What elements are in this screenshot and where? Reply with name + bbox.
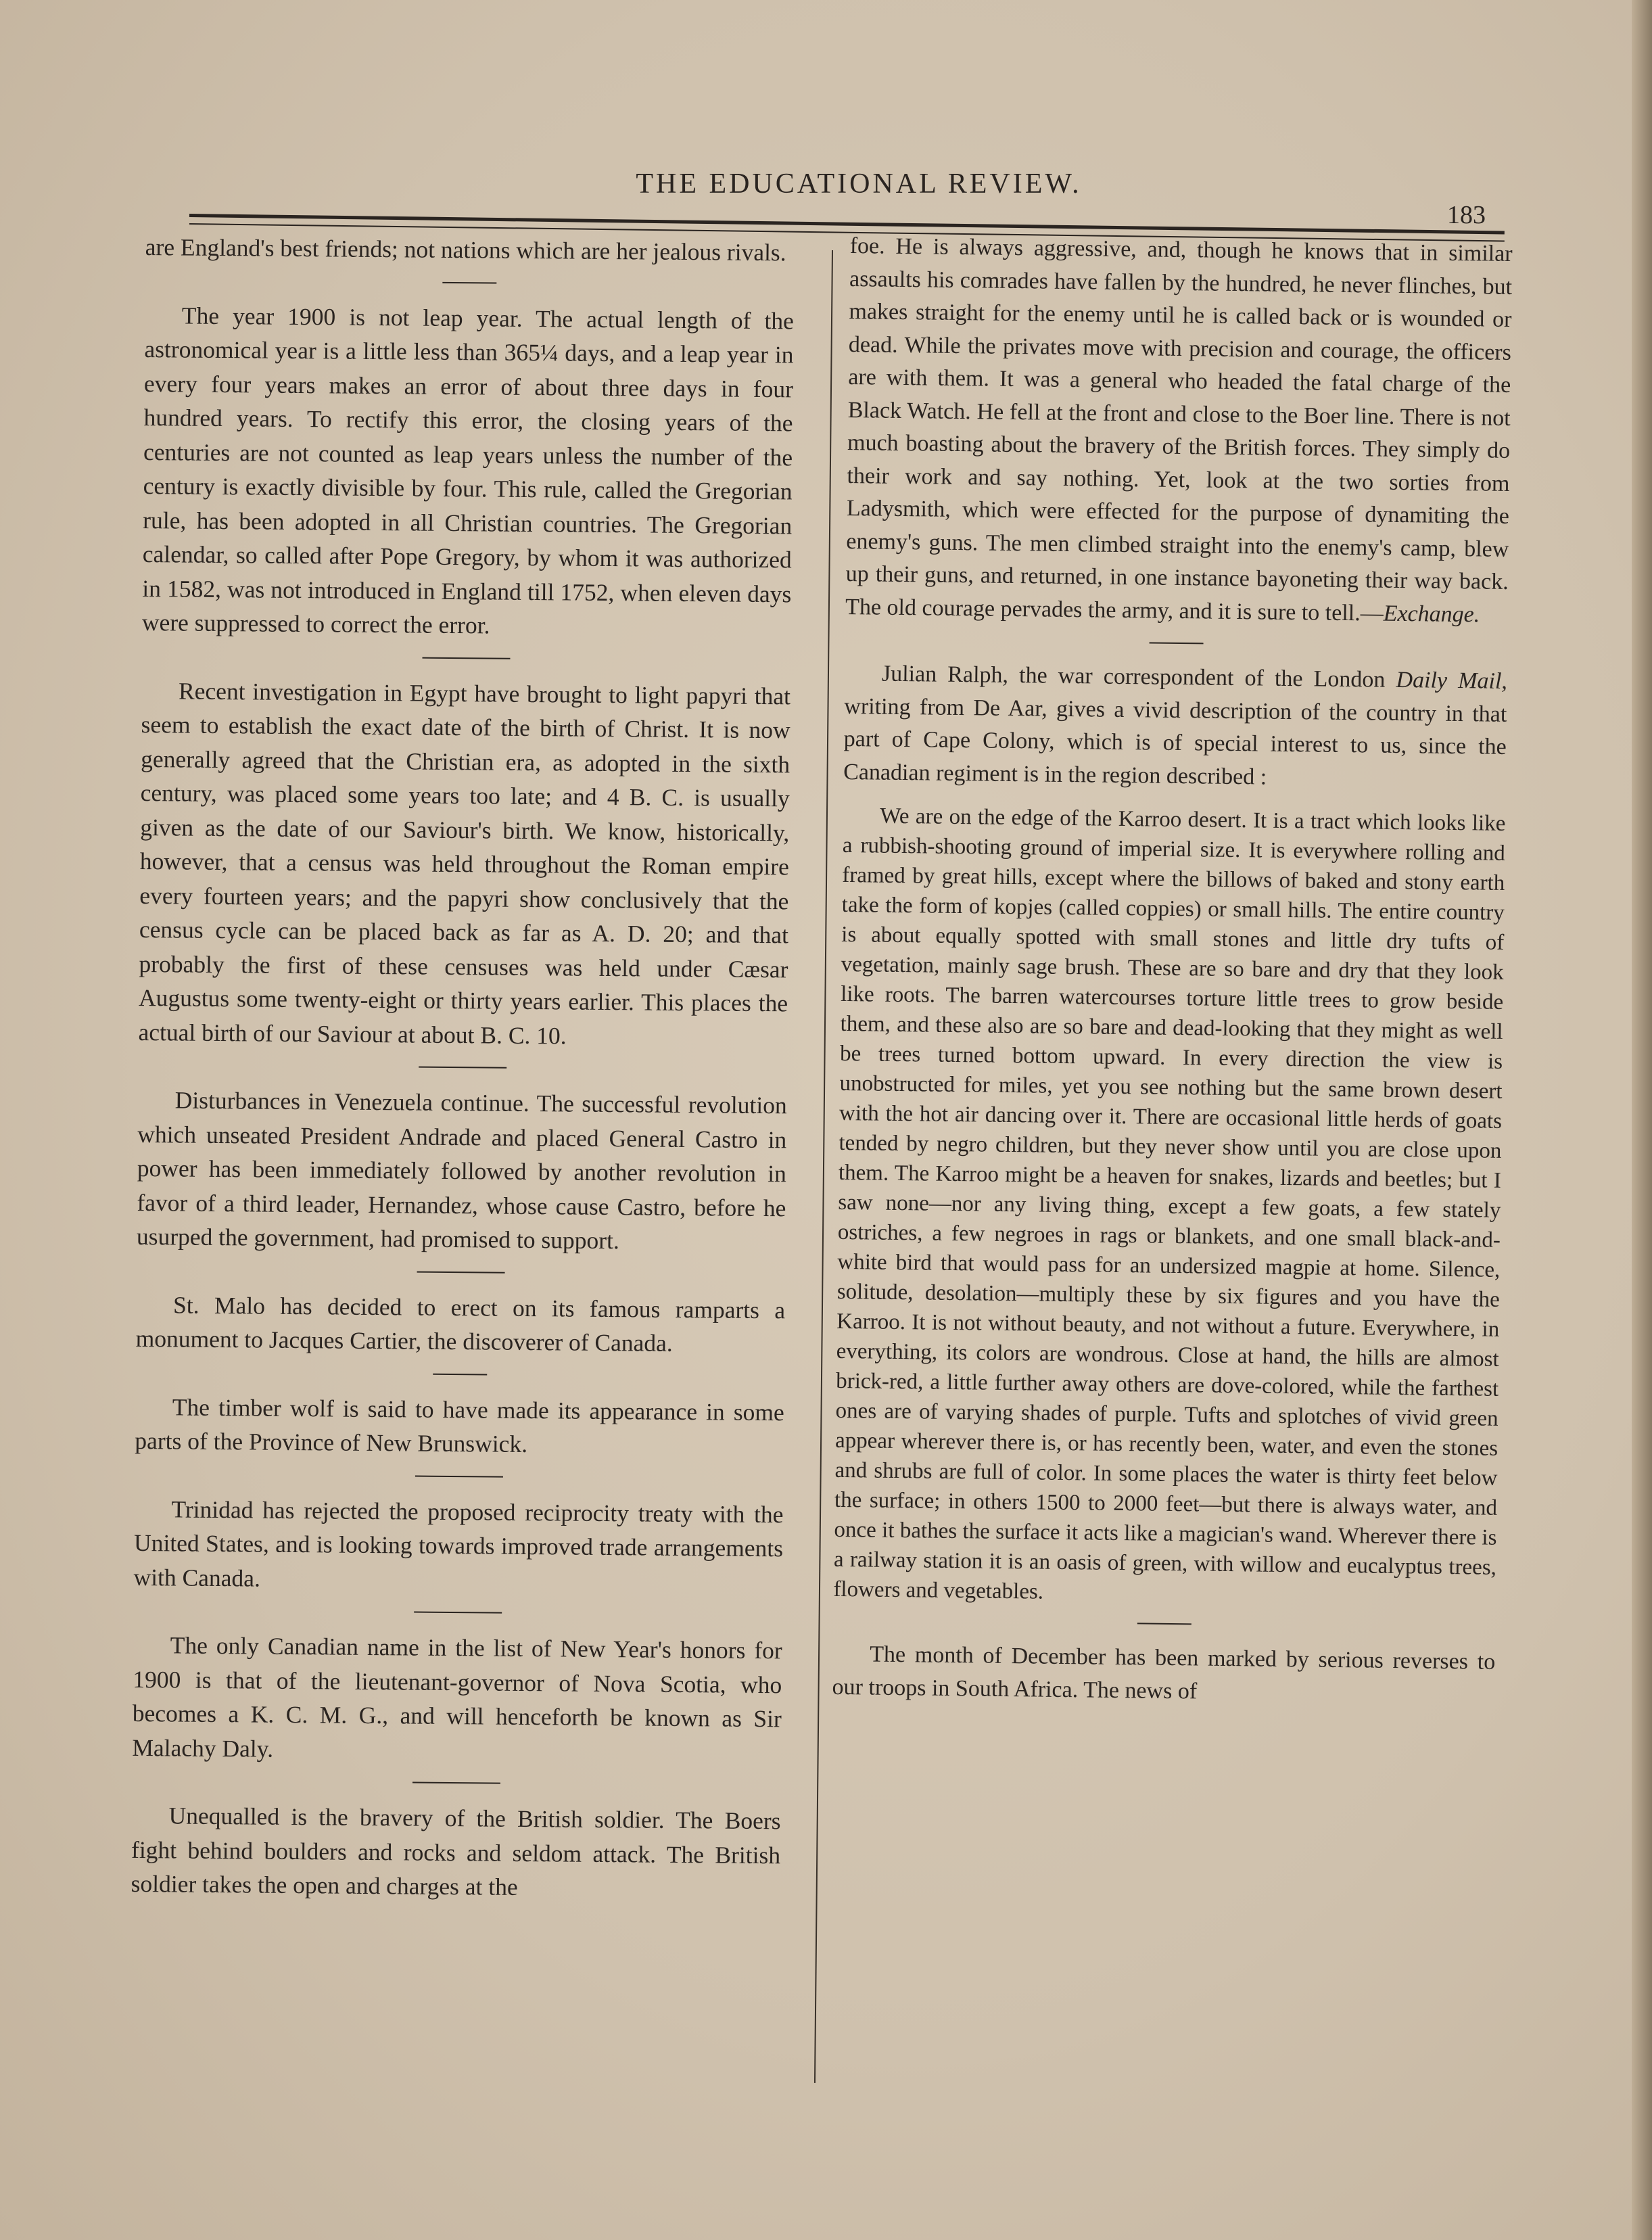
section-separator — [433, 1373, 487, 1375]
quoted-passage: We are on the edge of the Karroo desert. It is a tract which looks like a rubbish-shooting ground of imperial size. It is everywhere rolling and framed by great hills, except where the billows of baked and stony earth take the form of kopjes (called coppies) or small hills. The entire country is about equally spotted with small stones and little dry tufts of vegetation, mainly sage brush. These are so bare and dry that they look like roots. The barren watercourses torture little trees to grow beside them, and these also are so bare and dead-looking that they might as well be trees turned bottom upward. In every direction the view is unobstructed for miles, yet you see nothing but the same brown desert with the hot air dancing over it. There are occasional little herds of goats tended by negro children, but they never show until you are close upon them. The Karroo might be a heaven for snakes, lizards and beetles; but I saw none—nor any living thing, except a few goats, a few stately ostriches, a few negroes in rags or blankets, and one small black-and-white bird that would pass for an undersized magpie at home. Silence, solitude, desolation—multiply these by six figures and you have the Karroo. It is not without beauty, and not without a future. Everywhere, in everything, its colors are wondrous. Close at hand, the hills are almost brick-red, a little further away others are dove-colored, while the farthest ones are of varying shades of purple. Tufts and splotches of vivid green appear wherever there is, or has recently been, water, and even the stones and shrubs are full of color. In some places the water is thirty feet below the surface; in others 1500 to 2000 feet—but there is always water, and once it bathes the surface it acts like a magician's wand. Wherever there is a railway station it is an oasis of green, with willow and eucalyptus trees, flowers and vegetables. — [833, 803, 1506, 1604]
section-separator — [419, 1067, 506, 1069]
section-separator — [414, 1612, 502, 1614]
section-separator — [1150, 642, 1204, 644]
running-header-title: THE EDUCATIONAL REVIEW. — [636, 168, 1082, 200]
article-paragraph: The only Canadian name in the list of New Year's honors for 1900 is that of the lieutenant-governor of Nova Scotia, who becomes a K. C. M. G., and will henceforth be known as Sir Malachy Daly. — [132, 1631, 782, 1763]
article-paragraph: Disturbances in Venezuela continue. The successful revolution which unseated President Andrade and placed General Castro in power has been immediately followed by another revolution in favor of a third leader, Hernandez, whose cause Castro, before he usurped the government, had promised to support. — [136, 1086, 787, 1255]
article-paragraph: St. Malo has decided to erect on its famous ramparts a monument to Jacques Cartier, the discoverer of Canada. — [135, 1290, 786, 1357]
newspaper-name: Daily Mail, — [1396, 667, 1508, 694]
section-separator — [417, 1271, 505, 1273]
section-separator — [415, 1475, 503, 1477]
article-paragraph — [845, 230, 1513, 632]
section-separator — [422, 657, 510, 659]
article-paragraph: The timber wolf is said to have made its appearance in some parts of the Province of New Brunswick. — [135, 1393, 784, 1457]
article-paragraph: Trinidad has rejected the proposed reciprocity treaty with the United States, and is looking towards improved trade arrangements with Canada. — [133, 1495, 784, 1592]
page-number: 183 — [1447, 201, 1486, 229]
paragraph-text: Julian Ralph, the war correspondent of the London — [881, 661, 1396, 693]
paragraph-text: writing from De Aar, gives a vivid description of the country in that part of Cape Colony, which is of special interest to us, since the Canadian regiment is in the region described : — [843, 693, 1507, 790]
column-divider — [814, 250, 833, 2083]
left-column — [131, 230, 795, 1907]
paragraph-text: foe. He is always aggressive, and, though he knows that in similar assaults his comrades have fallen by the hundred, he never flinches, but makes straight for the enemy until he is called back or is wounded or dead. While the privates move with precision and courage, the officers are with them. It was a general who headed the fatal charge of the Black Watch. He fell at the front and close to the Boer line. There is not much boasting about the bravery of the British forces. They simply do their work and say nothing. Yet, look at the two sorties from Ladysmith, which were effected for the purpose of dynamiting the enemy's guns. The men climbed straight into the enemy's camp, blew up their guns, and returned, in one instance bayoneting their way back. The old courage pervades the army, and it is sure to tell.— — [845, 233, 1513, 626]
article-paragraph: Recent investigation in Egypt have brought to light papyri that seem to establish the exact date of the birth of Christ. It is now generally agreed that the Christian era, as adopted in the sixth century, was placed some years too late; and 4 B. C. is usually given as the date of our Saviour's birth. We know, historically, however, that a census was held throughout the Roman empire every fourteen years; and the papyri show conclusively that the census cycle can be placed back as far as A. D. 20; and that probably the first of these censuses was held under Cæsar Augustus some twenty-eight or thirty years earlier. This places the actual birth of our Saviour at about B. C. 10. — [138, 676, 791, 1049]
source-credit: Exchange. — [1383, 601, 1480, 627]
article-paragraph: Unequalled is the bravery of the British soldier. The Boers fight behind boulders and rocks and seldom attack. The British soldier takes the open and charges at the — [131, 1802, 781, 1900]
section-separator — [412, 1782, 500, 1784]
article-paragraph: are England's best friends; not nations which are her jealous rivals. — [145, 233, 786, 266]
page-edge-shadow — [1632, 0, 1652, 2240]
article-paragraph: The year 1900 is not leap year. The actual length of the astronomical year is a little less than 365¼ days, and a leap year in every four years makes an error of about three days in four hundred years. To rectify this error, the closing years of the centuries are not counted as leap years unless the number of the century is exactly divisible by four. This rule, called the Gregorian rule, has been adopted in all Christian countries. The Gregorian calendar, so called after Pope Gregory, by whom it was authorized in 1582, was not introduced in England till 1752, when eleven days were suppressed to correct the error. — [141, 301, 795, 639]
right-column — [832, 230, 1513, 1712]
article-paragraph — [843, 657, 1507, 797]
section-separator — [442, 281, 496, 283]
section-separator — [1137, 1623, 1191, 1625]
article-paragraph: The month of December has been marked by serious reverses to our troops in South Africa. The news of — [832, 1641, 1496, 1704]
